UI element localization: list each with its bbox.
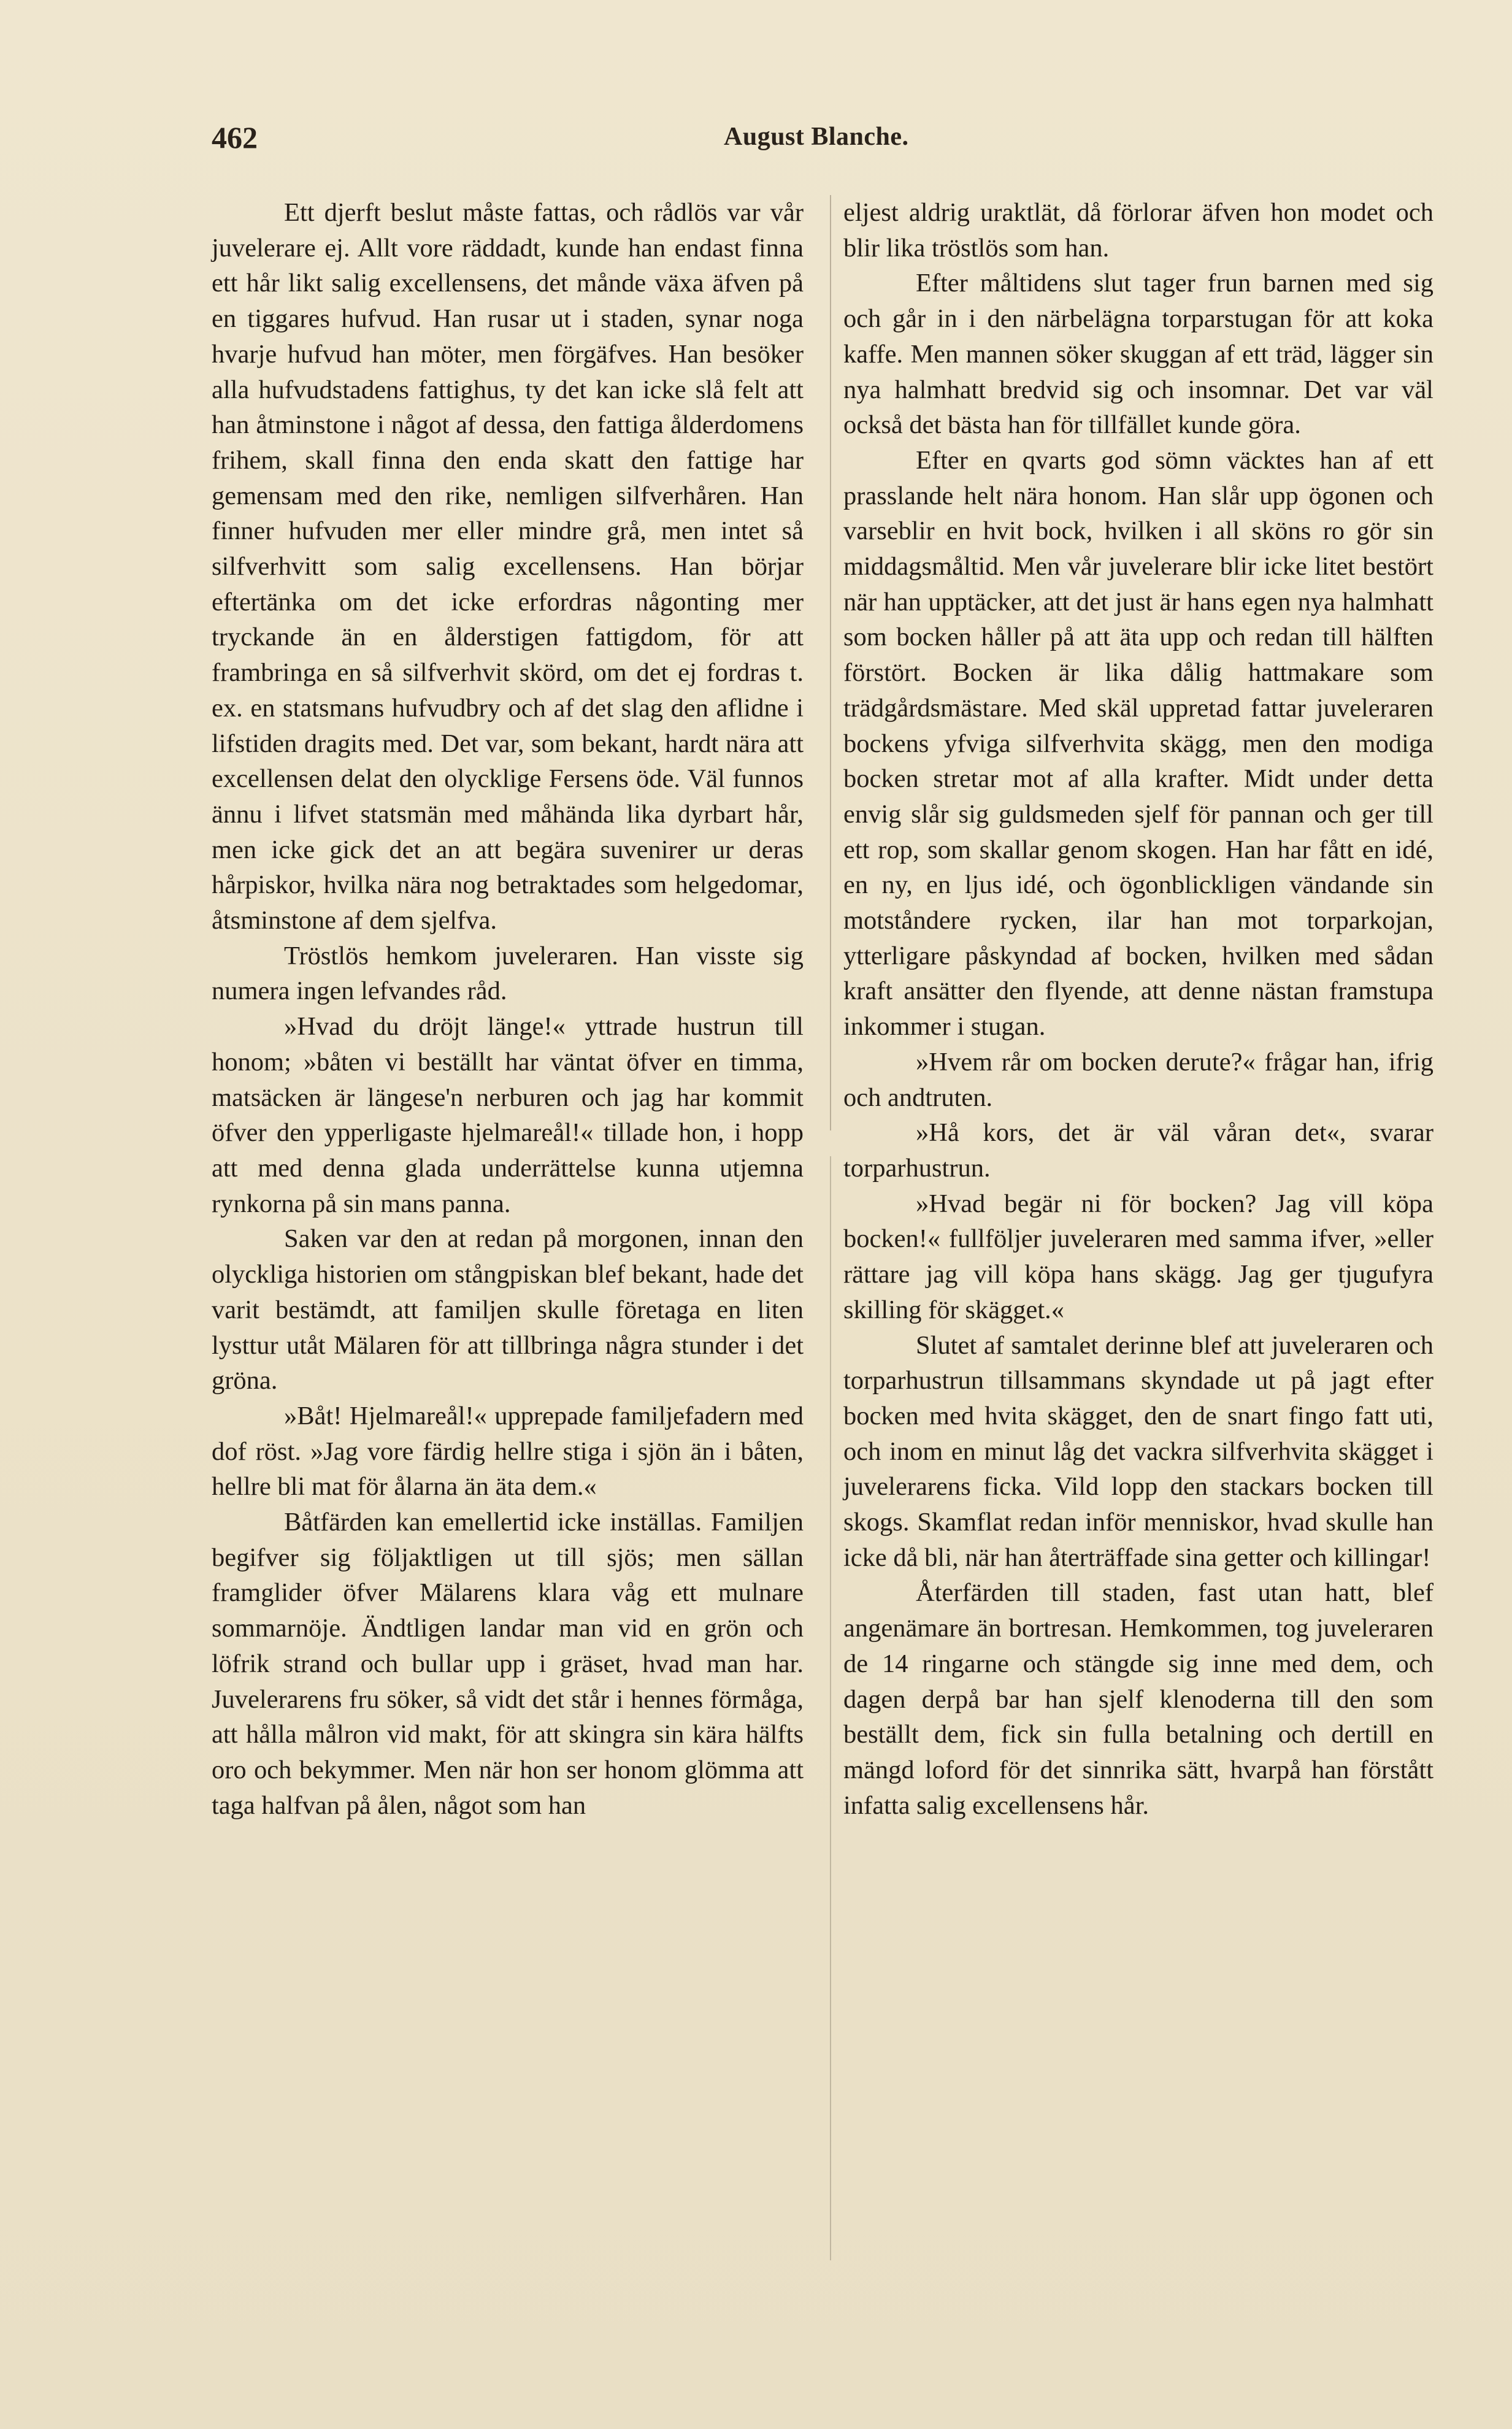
paragraph: Efter en qvarts god sömn väcktes han af ett prasslande helt nära honom. Han slår upp ögonen och varseblir en hvit bock, hvilken i all sköns ro gör sin middagsmåltid. Men vår juvelerare blir icke litet bestört när han upptäcker, att det just är hans egen nya halmhatt som bocken håller på att äta upp och redan till hälften förstört. Bocken är lika dålig hattmakare som trädgårdsmästare. Med skäl uppretad fattar juveleraren bockens yfviga silfverhvita skägg, men den modiga bocken stretar mot af alla krafter. Midt under detta envig slår sig guldsmeden sjelf för pannan och ger till ett rop, som skallar genom skogen. Han har fått en idé, en ny, en ljus idé, och ögonblickligen vändande sin motståndere rycken, ilar han mot torparkojan, ytterligare påskyndad af bocken, hvilken med sådan kraft ansätter den flyende, att denne nästan framstupa inkommer i stugan. [843, 445, 1433, 1042]
paragraph: Efter måltidens slut tager frun barnen med sig och går in i den närbelägna torparstugan för att koka kaffe. Men mannen söker skuggan af ett träd, lägger sin nya halmhatt bredvid sig och insomnar. Det var väl också det bästa han för tillfället kunde göra. [843, 269, 1433, 440]
paragraph: Återfärden till staden, fast utan hatt, blef angenämare än bortresan. Hemkommen, tog juveleraren de 14 ringarne och stängde sig inne med dem, och dagen derpå bar han sjelf klenoderna till den som beställt dem, fick sin fulla betalning och dertill en mängd loford för det sinnrika sätt, hvarpå han förstått infatta salig excellensens hår. [843, 1578, 1433, 1820]
column-rule [830, 1156, 831, 2260]
right-column [843, 195, 1433, 1823]
left-column [212, 195, 804, 1823]
running-title: August Blanche. [724, 123, 909, 151]
paragraph: »Hå kors, det är väl våran det«, svarar torparhustrun. [843, 1118, 1433, 1183]
paragraph: »Hvad begär ni för bocken? Jag vill köpa bocken!« fullföljer juveleraren med samma ifver, »eller rättare jag vill köpa hans skägg. Jag ger tjugufyra skilling för skägget.« [843, 1189, 1433, 1324]
paragraph: Tröstlös hemkom juveleraren. Han visste sig numera ingen lefvandes råd. [212, 941, 804, 1006]
running-head [212, 120, 1233, 163]
paragraph: »Hvad du dröjt länge!« yttrade hustrun till honom; »båten vi beställt har väntat öfver en timma, matsäcken är längese'n nerburen och jag har kommit öfver den ypperligaste hjelmareål!« tillade hon, i hopp att med denna glada underrättelse kunna utjemna rynkorna på sin mans panna. [212, 1012, 804, 1218]
paragraph: Slutet af samtalet derinne blef att juveleraren och torparhustrun tillsammans skyndade ut på jagt efter bocken med hvita skägget, den de snart fingo fatt uti, och inom en minut låg det vackra silfverhvita skägget i juvelerarens ficka. Vild lopp den stackars bocken till skogs. Skamflat redan inför menniskor, hvad skulle han icke då bli, när han återträffade sina getter och killingar! [843, 1330, 1433, 1572]
paragraph: Båtfärden kan emellertid icke inställas. Familjen begifver sig följaktligen ut till sjös; men sällan framglider öfver Mälarens klara våg ett mulnare sommarnöje. Ändtligen landar man vid en grön och löfrik strand och bullar upp i gräset, hvad man har. Juvelerarens fru söker, så vidt det står i hennes förmåga, att hålla målron vid makt, för att skingra sin kära hälfts oro och bekymmer. Men när hon ser honom glömma att taga halfvan på ålen, något som han [212, 1508, 804, 1820]
page-number: 462 [212, 120, 258, 155]
column-rule [830, 195, 831, 1130]
paragraph-continued: eljest aldrig uraktlät, då förlorar äfven hon modet och blir lika tröstlös som han. [843, 198, 1433, 263]
paragraph: Ett djerft beslut måste fattas, och rådlös var vår juvelerare ej. Allt vore räddadt, kunde han endast finna ett hår likt salig excellensens, det månde växa äfven på en tiggares hufvud. Han rusar ut i staden, synar noga hvarje hufvud han möter, men förgäfves. Han besöker alla hufvudstadens fattighus, ty det kan icke slå felt att han åtminstone i något af dessa, den fattiga ålderdomens frihem, skall finna den enda skatt den fattige har gemensam med den rike, nemligen silfverhåren. Han finner hufvuden mer eller mindre grå, men intet så silfverhvitt som salig excellensens. Han börjar eftertänka om det icke erfordras någonting mer tryckande än en ålderstigen fattigdom, för att frambringa en så silfverhvit skörd, om det ej fordras t. ex. en statsmans hufvudbry och af det slag den aflidne i lifstiden dragits med. Det var, som bekant, hardt nära att excellensen delat den olycklige Fersens öde. Väl funnos ännu i lifvet statsmän med måhända lika dyrbart hår, men icke gick det an att begära suvenirer ur deras hårpiskor, hvilka nära nog betraktades som helgedomar, åtsminstone af dem sjelfva. [212, 198, 804, 935]
paragraph: »Hvem rår om bocken derute?« frågar han, ifrig och andtruten. [843, 1047, 1433, 1112]
paragraph: »Båt! Hjelmareål!« upprepade familjefadern med dof röst. »Jag vore färdig hellre stiga i sjön än i båten, hellre bli mat för ålarna än äta dem.« [212, 1401, 804, 1502]
paragraph: Saken var den at redan på morgonen, innan den olyckliga historien om stångpiskan blef bekant, hade det varit bestämdt, att familjen skulle företaga en liten lysttur utåt Mälaren för att tillbringa några stunder i det gröna. [212, 1224, 804, 1395]
